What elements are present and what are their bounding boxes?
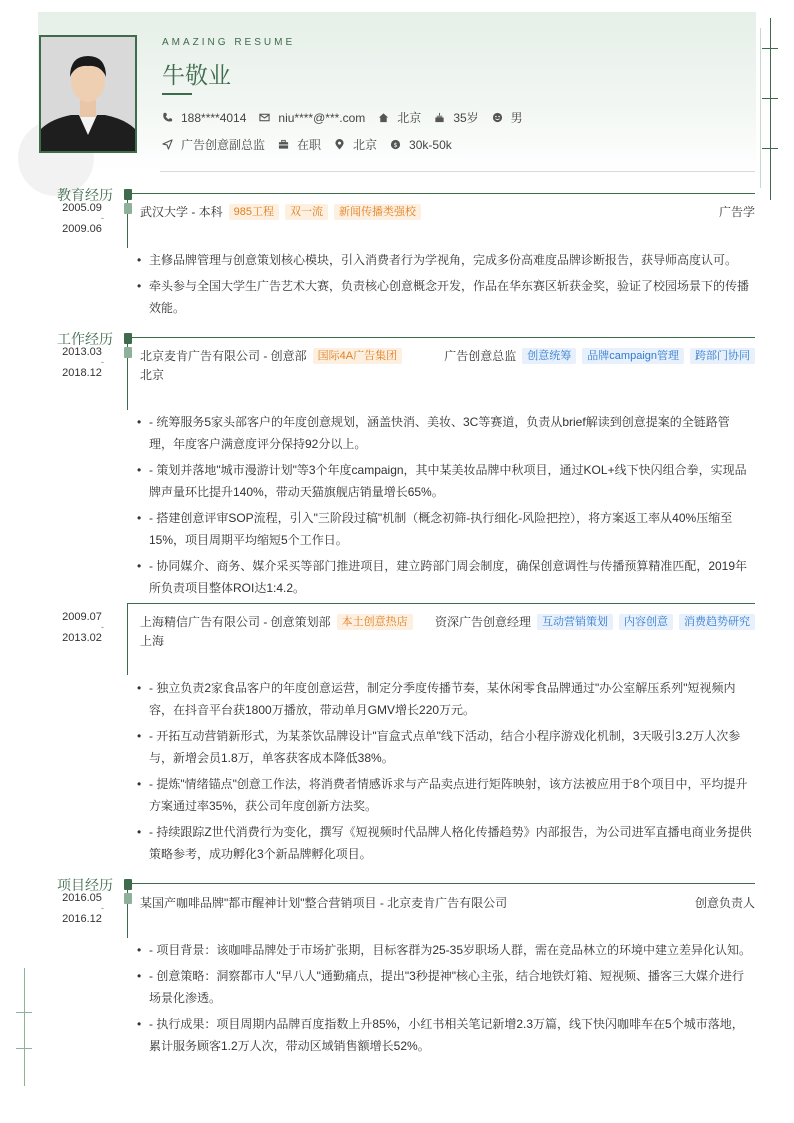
school-tag: 双一流 <box>285 204 328 220</box>
phone-item: 188****4014 <box>162 111 246 125</box>
left-deco-line <box>24 968 25 1086</box>
school-tag: 985工程 <box>229 204 279 220</box>
company-tag: 国际4A广告集团 <box>313 348 402 364</box>
project-role: 创意负责人 <box>694 896 755 910</box>
basic-info-row <box>162 109 536 126</box>
right-deco-tick <box>762 48 778 49</box>
job-position: 资深广告创意经理 <box>434 615 531 629</box>
cake-icon <box>434 112 445 123</box>
location-icon <box>334 139 345 150</box>
education-section-title: 教育经历 <box>57 187 113 203</box>
list-item: • - 独立负责2家食品客户的年度创意运营，制定分季度传播节奏，某休闲零食品牌通过"办公室解压系列"短视频内容，在抖音平台获1800万播放，带动单月GMV增长220万元。 <box>137 677 753 721</box>
major: 广告学 <box>718 205 755 219</box>
target-city-item: 北京 <box>334 136 377 153</box>
project-entry-header <box>140 894 755 911</box>
list-item: • 牵头参与全国大学生广告艺术大赛，负责核心创意概念开发，作品在华东赛区斩获金奖，验证了校园场景下的传播效能。 <box>137 275 753 319</box>
education-bullets <box>137 249 753 323</box>
projects-node <box>124 879 132 890</box>
face-icon <box>492 112 503 123</box>
phone-icon <box>162 112 173 123</box>
list-item: • - 持续跟踪Z世代消费行为变化，撰写《短视频时代品牌人格化传播趋势》内部报告，为公司进军直播电商业务提供策略参考，成功孵化3个新品牌孵化项目。 <box>137 821 753 865</box>
timeline-line <box>127 603 128 675</box>
project-entry-node <box>124 893 132 904</box>
name-underline <box>162 93 192 95</box>
project-name: 某国产咖啡品牌"都市醒神计划"整合营销项目 - 北京麦肯广告有限公司 <box>140 896 508 910</box>
home-icon <box>378 112 389 123</box>
email-item: niu****@***.com <box>259 111 365 125</box>
project-bullets <box>137 939 753 1061</box>
education-entry-header <box>140 203 755 220</box>
work-section-line <box>127 337 755 338</box>
work-bullets-2 <box>137 677 753 869</box>
company-name: 上海精信广告有限公司 - 创意策划部 <box>140 615 331 629</box>
work-section-title: 工作经历 <box>57 331 113 347</box>
right-deco-tick <box>762 148 778 149</box>
home-item: 北京 <box>378 109 421 126</box>
projects-section-line <box>127 883 755 884</box>
education-entry-node <box>124 203 132 214</box>
education-date: 2005.09 - 2009.06 <box>62 202 104 235</box>
list-item: • - 搭建创意评审SOP流程，引入"三阶段过稿"机制（概念初筛-执行细化-风险把控），将方案返工率从40%压缩至15%，项目周期平均缩短5个工作日。 <box>137 507 753 551</box>
list-item: • - 提炼"情绪锚点"创意工作法，将消费者情感诉求与产品卖点进行矩阵映射，该方法被应用于8个项目中，平均提升方案通过率35%，获公司年度创新方法奖。 <box>137 773 753 817</box>
send-icon <box>162 139 173 150</box>
header-divider <box>160 171 755 172</box>
school-tag: 新闻传播类强校 <box>334 204 421 220</box>
education-section-line <box>127 193 755 194</box>
work-entry-header-2 <box>140 613 755 630</box>
work-entry-node <box>124 347 132 358</box>
work-date-1: 2013.03 - 2018.12 <box>62 346 104 379</box>
gender-item: 男 <box>492 109 523 126</box>
target-position-item: 广告创意副总监 <box>162 136 265 153</box>
work-bullets-1 <box>137 411 753 603</box>
education-node <box>124 189 132 200</box>
skill-tag: 创意统筹 <box>522 348 576 364</box>
skill-tag: 品牌campaign管理 <box>582 348 684 364</box>
list-item: • 主修品牌管理与创意策划核心模块，引入消费者行为学视角，完成多份高难度品牌诊断报告，获导师高度认可。 <box>137 249 753 271</box>
right-deco-line-light <box>760 28 761 188</box>
work-city-1: 北京 <box>140 368 165 382</box>
work-node <box>124 333 132 344</box>
status-item: 在职 <box>278 136 321 153</box>
company-name: 北京麦肯广告有限公司 - 创意部 <box>140 349 307 363</box>
list-item: • - 创意策略：洞察都市人"早八人"通勤痛点，提出"3秒提神"核心主张，结合地铁灯箱、短视频、播客三大媒介进行场景化渗透。 <box>137 965 753 1009</box>
resume-tagline: AMAZING RESUME <box>162 37 296 48</box>
profile-photo <box>39 35 137 153</box>
project-date: 2016.05 - 2016.12 <box>62 892 104 925</box>
age-item: 35岁 <box>434 109 478 126</box>
job-info-row <box>162 136 465 153</box>
candidate-name: 牛敬业 <box>162 63 231 89</box>
list-item: • - 统筹服务5家头部客户的年度创意规划，涵盖快消、美妆、3C等赛道，负责从brief解读到创意提案的全链路管理，年度客户满意度评分保持92分以上。 <box>137 411 753 455</box>
right-deco-tick <box>762 98 778 99</box>
work-entry-divider <box>127 603 755 604</box>
svg-text:$: $ <box>393 140 398 149</box>
work-date-2: 2009.07 - 2013.02 <box>62 611 104 644</box>
skill-tag: 互动营销策划 <box>537 614 613 630</box>
work-entry-header-1 <box>140 347 755 364</box>
mail-icon <box>259 112 270 123</box>
timeline-line <box>127 193 128 248</box>
right-deco-line <box>770 18 771 200</box>
skill-tag: 跨部门协同 <box>690 348 755 364</box>
left-deco-tick <box>16 1048 32 1049</box>
left-deco-tick <box>16 1012 32 1013</box>
job-position: 广告创意总监 <box>444 349 517 363</box>
money-icon <box>390 139 401 150</box>
school-name: 武汉大学 - 本科 <box>140 205 223 219</box>
work-city-2: 上海 <box>140 634 165 648</box>
list-item: • - 开拓互动营销新形式，为某茶饮品牌设计"盲盒式点单"线下活动，结合小程序游戏化机制，3天吸引3.2万人次参与，新增会员1.8万，单客获客成本降低38%。 <box>137 725 753 769</box>
briefcase-icon <box>278 139 289 150</box>
salary-item: $ 30k-50k <box>390 138 452 152</box>
projects-section-title: 项目经历 <box>57 877 113 893</box>
list-item: • - 执行成果：项目周期内品牌百度指数上升85%，小红书相关笔记新增2.3万篇，线下快闪咖啡车在5个城市落地，累计服务顾客1.2万人次，带动区域销售额增长52%。 <box>137 1013 753 1057</box>
company-tag: 本土创意热店 <box>337 614 413 630</box>
skill-tag: 内容创意 <box>619 614 673 630</box>
skill-tag: 消费趋势研究 <box>679 614 755 630</box>
list-item: • - 策划并落地"城市漫游计划"等3个年度campaign，其中某美妆品牌中秋项目，通过KOL+线下快闪组合拳，实现品牌声量环比提升140%，带动天猫旗舰店销量增长65%。 <box>137 459 753 503</box>
list-item: • - 协同媒介、商务、媒介采买等部门推进项目，建立跨部门周会制度，确保创意调性与传播预算精准匹配，2019年所负责项目整体ROI达1:4.2。 <box>137 555 753 599</box>
timeline-line <box>127 883 128 938</box>
list-item: • - 项目背景：该咖啡品牌处于市场扩张期，目标客群为25-35岁职场人群，需在竞品林立的环境中建立差异化认知。 <box>137 939 753 961</box>
